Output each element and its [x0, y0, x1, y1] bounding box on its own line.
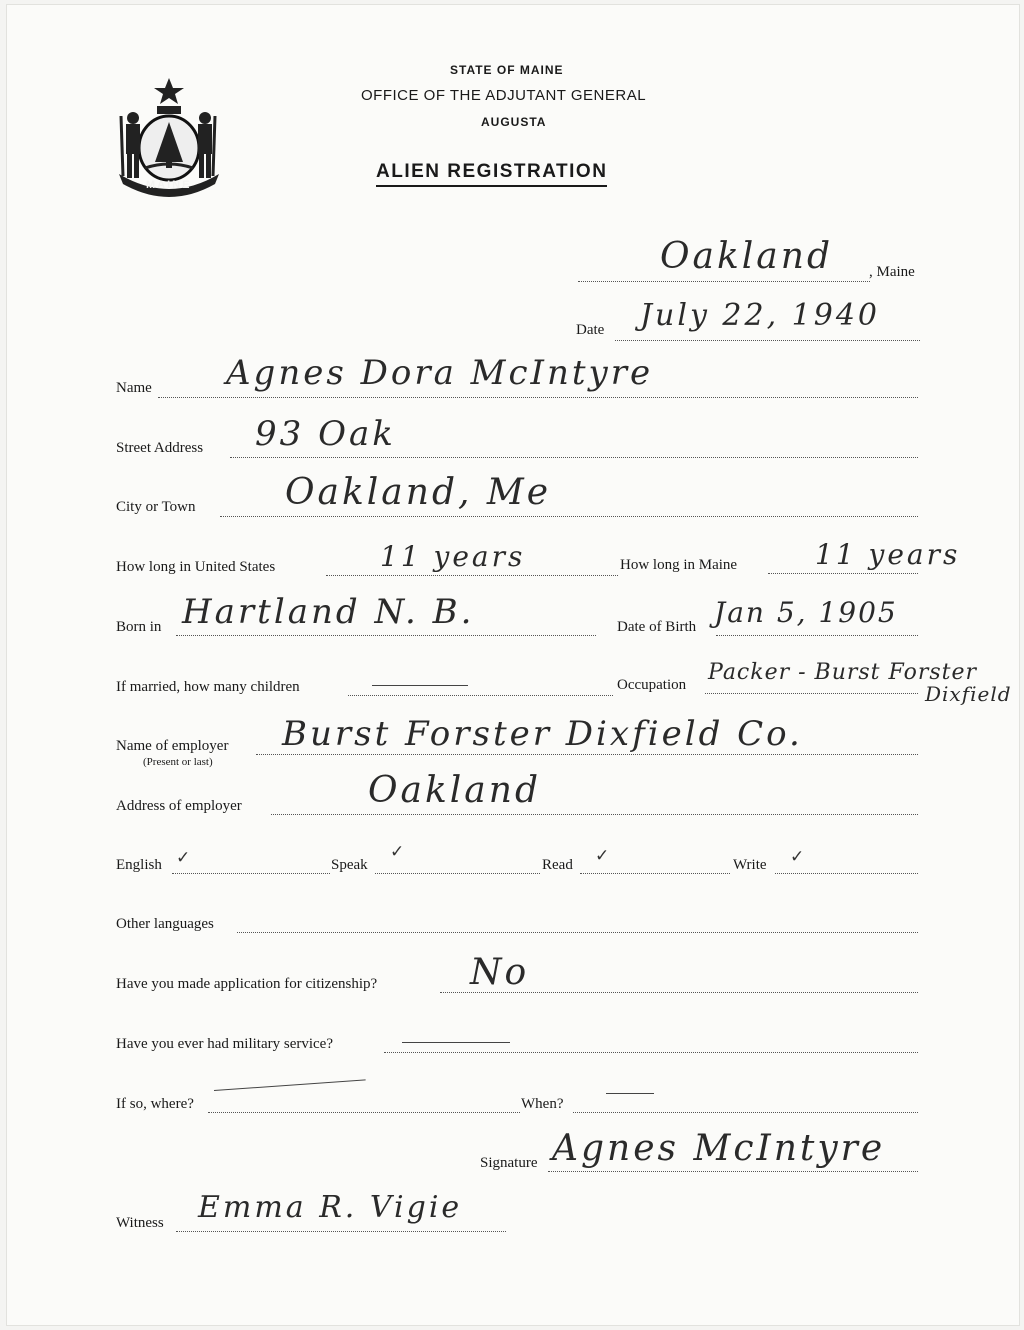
- signature-label: Signature: [480, 1155, 538, 1171]
- english-check-icon: ✓: [176, 848, 191, 868]
- when-dash: [606, 1093, 654, 1094]
- where-line: [208, 1112, 520, 1113]
- city-town-line: [220, 516, 918, 517]
- us-duration-line: [326, 575, 618, 576]
- when-line: [573, 1112, 918, 1113]
- english-label: English: [116, 857, 162, 873]
- occupation-value: Packer - Burst Forster: [708, 660, 978, 685]
- date-of-birth-label: Date of Birth: [617, 619, 697, 635]
- signature-line: [548, 1171, 918, 1172]
- write-label: Write: [733, 857, 767, 873]
- other-languages-line: [237, 932, 918, 933]
- date-value: July 22, 1940: [640, 298, 881, 333]
- where-label: If so, where?: [116, 1096, 194, 1112]
- signature-value: Agnes McIntyre: [552, 1128, 886, 1169]
- speak-line: [375, 873, 540, 874]
- read-line: [580, 873, 730, 874]
- location-suffix: , Maine: [869, 264, 915, 280]
- seal-banner-text: MAINE: [146, 179, 192, 191]
- occupation-label: Occupation: [617, 677, 687, 693]
- employer-address-value: Oakland: [368, 770, 541, 811]
- witness-line: [176, 1231, 506, 1232]
- read-label: Read: [542, 857, 573, 873]
- name-label: Name: [116, 380, 152, 396]
- children-line: [348, 695, 613, 696]
- military-dash: [402, 1042, 510, 1043]
- citizenship-label: Have you made application for citizenship?: [116, 976, 378, 992]
- maine-duration-line: [768, 573, 918, 574]
- other-languages-label: Other languages: [116, 916, 214, 932]
- city-heading: AUGUSTA: [481, 115, 547, 129]
- us-duration-label: How long in United States: [116, 559, 276, 575]
- location-line: [578, 281, 870, 282]
- occupation-value-line2: Dixfield: [925, 682, 1012, 706]
- city-town-label: City or Town: [116, 499, 196, 515]
- employer-line: [256, 754, 918, 755]
- office-heading: OFFICE OF THE ADJUTANT GENERAL: [361, 87, 647, 104]
- employer-address-line: [271, 814, 918, 815]
- english-line: [172, 873, 330, 874]
- maine-duration-label: How long in Maine: [620, 557, 738, 573]
- speak-label: Speak: [331, 857, 368, 873]
- witness-value: Emma R. Vigie: [198, 1190, 463, 1225]
- city-town-value: Oakland, Me: [285, 472, 552, 513]
- military-line: [384, 1052, 918, 1053]
- read-check-icon: ✓: [595, 846, 610, 866]
- state-heading: STATE OF MAINE: [450, 63, 564, 77]
- location-value: Oakland: [660, 236, 833, 277]
- witness-label: Witness: [116, 1215, 164, 1231]
- when-label: When?: [521, 1096, 564, 1112]
- street-address-value: 93 Oak: [255, 414, 396, 454]
- name-line: [158, 397, 918, 398]
- date-of-birth-line: [716, 635, 918, 636]
- form-title: ALIEN REGISTRATION: [376, 161, 607, 187]
- born-in-line: [176, 635, 596, 636]
- maine-duration-value: 11 years: [815, 538, 961, 571]
- speak-check-icon: ✓: [390, 842, 405, 862]
- children-dash: [372, 685, 468, 686]
- date-line: [615, 340, 920, 341]
- citizenship-value: No: [470, 952, 530, 993]
- born-in-label: Born in: [116, 619, 162, 635]
- military-label: Have you ever had military service?: [116, 1036, 333, 1052]
- employer-address-label: Address of employer: [116, 798, 242, 814]
- date-label: Date: [576, 322, 605, 338]
- born-in-value: Hartland N. B.: [182, 592, 475, 632]
- street-address-label: Street Address: [116, 440, 204, 456]
- name-value: Agnes Dora McIntyre: [226, 353, 654, 393]
- date-of-birth-value: Jan 5, 1905: [714, 596, 898, 629]
- employer-label: Name of employer: [116, 738, 229, 754]
- write-check-icon: ✓: [790, 847, 805, 867]
- us-duration-value: 11 years: [380, 540, 526, 573]
- employer-sublabel: (Present or last): [143, 756, 213, 768]
- street-address-line: [230, 457, 918, 458]
- children-label: If married, how many children: [116, 679, 300, 695]
- occupation-line: [705, 693, 918, 694]
- employer-value: Burst Forster Dixfield Co.: [282, 714, 803, 754]
- write-line: [775, 873, 918, 874]
